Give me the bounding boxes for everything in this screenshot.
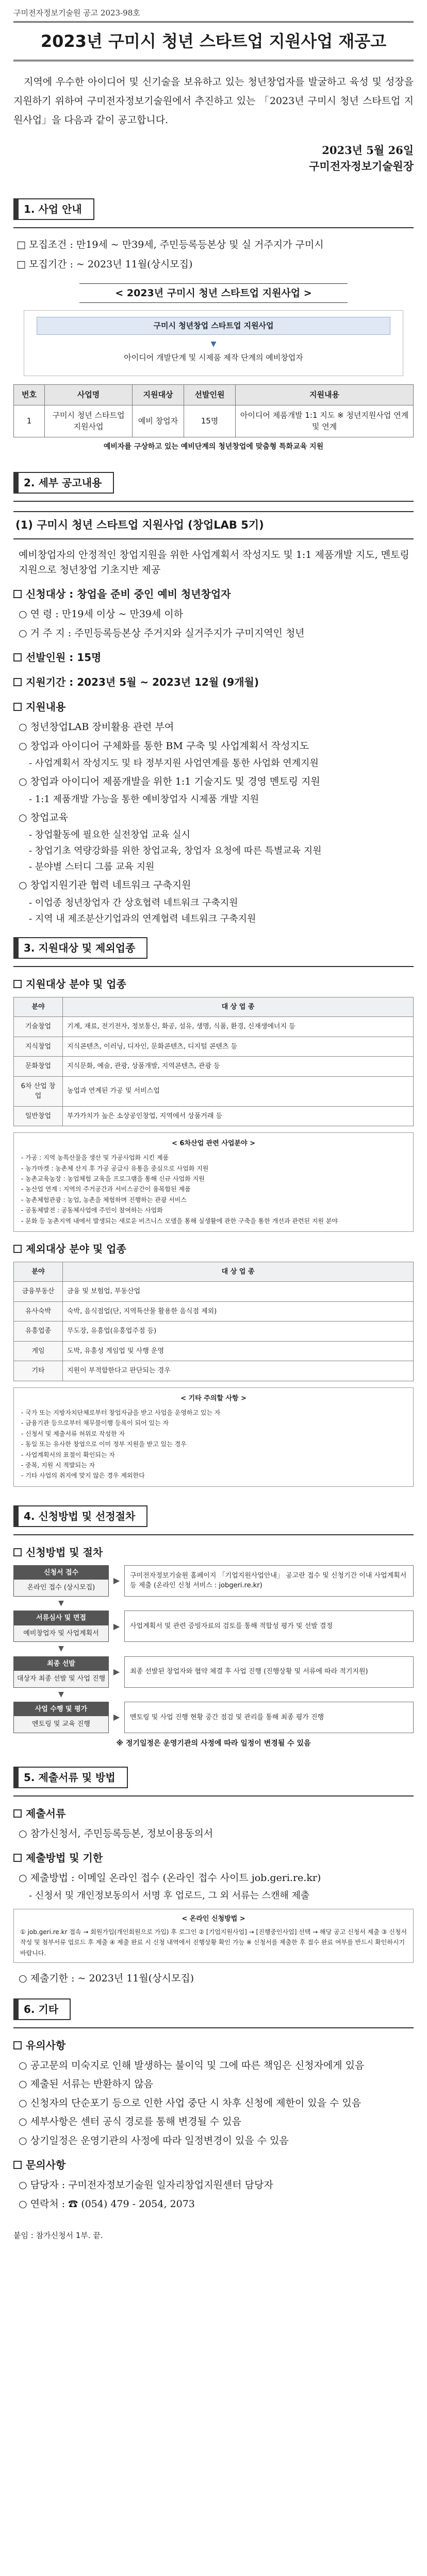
- table-cell: 지식문화, 예술, 관광, 상품개발, 지역콘텐츠, 관광 등: [63, 1057, 414, 1077]
- table-cell: 유흥업종: [14, 1321, 63, 1342]
- step-body: 온라인 접수 (상시모집): [27, 1584, 95, 1592]
- table-cell: 금융부동산: [14, 1282, 63, 1302]
- section-heading: 6. 기타: [13, 1998, 71, 2020]
- block-title: [13, 586, 414, 602]
- note-line: - 동일 또는 유사한 창업으로 이미 정부 지원을 받고 있는 경우: [21, 1440, 187, 1448]
- step-description: 최종 선발된 창업자와 협약 체결 후 사업 진행 (진행상황 및 서류에 따라 적기지원): [124, 1656, 414, 1688]
- note-line: - 신청서 및 제출서류 허위로 작성한 자: [21, 1430, 125, 1437]
- note-line: ○ 공고문의 미숙지로 인해 발생하는 불이익 및 그에 따른 책임은 신청자에게 있음: [19, 2059, 365, 2071]
- step-body: 멘토링 및 교육 진행: [32, 1720, 90, 1728]
- table-note: 예비자를 구상하고 있는 예비단계의 청년창업에 맞춤형 특화교육 지원: [103, 442, 324, 451]
- table-cell: 부가가치가 높은 소상공인창업, 지역에서 상품거래 등: [63, 1106, 414, 1126]
- square-icon: [13, 653, 22, 662]
- table-row: [14, 1076, 414, 1106]
- section-heading: 3. 지원대상 및 제외업종: [13, 937, 147, 959]
- table-header: 분야: [14, 997, 63, 1017]
- arrow-down-icon: ▼: [210, 340, 217, 348]
- square-icon: [13, 2041, 22, 2049]
- online-title: < 온라인 신청방법 >: [182, 1914, 245, 1923]
- detail-line: - 분야별 스터디 그룹 교육 지원: [29, 861, 155, 873]
- note-line: - 사업계획서의 표절이 확인되는 자: [21, 1451, 115, 1459]
- detail-line: ○ 창업지원기관 협력 네트워크 구축지원: [19, 879, 191, 891]
- block-title: 신청방법 및 절차: [13, 1545, 414, 1560]
- detail-line: - 이업종 청년창업자 간 상호협력 네트워크 구축지원: [29, 897, 238, 908]
- attachment-footer: 붙임 : 참가신청서 1부. 끝.: [13, 2231, 103, 2241]
- issuing-org: 구미전자정보기술원장: [309, 160, 414, 173]
- table-cell: 문화창업: [14, 1057, 63, 1077]
- step-box: [13, 1656, 109, 1688]
- step-box: [13, 1702, 109, 1733]
- flow-body: 아이디어 개발단계 및 시제품 제작 단계의 예비창업자: [124, 352, 303, 362]
- section-1: [13, 189, 414, 228]
- detail-blocks: [13, 586, 414, 926]
- flow-head: 구미시 청년창업 스타트업 지원사업: [37, 317, 390, 335]
- table-cell: 게임: [14, 1341, 63, 1361]
- caution-note: [13, 1387, 414, 1487]
- online-apply-box: [13, 1909, 414, 1963]
- arrow-down-icon: ▼: [58, 1690, 64, 1699]
- table-header: 분야: [14, 1262, 63, 1282]
- block-title: [13, 674, 414, 690]
- table-cell: 무도장, 유흥업(유흥업주점 등): [63, 1321, 414, 1342]
- step-description: 사업계획서 및 관련 증빙자료의 검토를 통해 적합성 평가 및 선발 결정: [124, 1611, 414, 1642]
- table-row: [14, 1321, 414, 1342]
- block-title: [13, 699, 414, 715]
- square-icon: [13, 1854, 22, 1862]
- note-line: - 농산업 연계 : 지역의 주거공간과 서비스공간이 융복합된 제품: [21, 1185, 191, 1193]
- table-cell: 1: [14, 405, 45, 437]
- table-cell: 농업과 연계된 가공 및 서비스업: [63, 1076, 414, 1106]
- procedure-step: [13, 1702, 414, 1733]
- table-row: [14, 1106, 414, 1126]
- note-line: - 공동체발전 : 공동체사업에 주민이 참여하는 사업화: [21, 1207, 163, 1214]
- table-cell: 기타: [14, 1361, 63, 1381]
- step-box: [13, 1565, 109, 1597]
- note-line: - 국가 또는 지방자치단체로부터 창업자금을 받고 사업을 운영하고 있는 자: [21, 1409, 221, 1417]
- detail-line: ○ 거 주 지 : 주민등록등본상 주거지와 실거주지가 구미지역인 청년: [19, 627, 305, 639]
- block-title: 유의사항: [13, 2038, 414, 2053]
- target-industry-table: [13, 997, 414, 1127]
- note-line: ○ 연락처 : ☎ (054) 479 - 2054, 2073: [19, 2198, 195, 2210]
- sixth-industry-note: [13, 1132, 414, 1232]
- arrow-right-icon: ▶: [113, 1667, 120, 1677]
- block-title: 제출방법 및 기한: [13, 1850, 414, 1866]
- note-line: - 농가마켓 : 농촌체 산지 후 가공 공급사 유통을 중심으로 사업화 지원: [21, 1164, 209, 1172]
- arrow-right-icon: ▶: [113, 1621, 120, 1631]
- note-line: - 중복, 지원 시 적발되는 자: [21, 1462, 95, 1469]
- detail-line: ○ 창업과 아이디어 제품개발을 위한 1:1 기술지도 및 경영 멘토링 지원: [19, 776, 320, 788]
- step-description: 구미전자정보기술원 홈페이지 「기업지원사업안내」 공고란 접수 및 신청기간 이내 사업계획서 등 제출 (온라인 신청 서비스 : jobgeri.re.kr): [124, 1565, 414, 1597]
- block-title-text: 선발인원 : 15명: [26, 651, 102, 664]
- notice-number: 구미전자정보기술원 공고 2023-98호: [13, 8, 140, 18]
- program-subheading: (1) 구미시 청년 스타트업 지원사업 (창업LAB 5기): [13, 511, 414, 540]
- section-heading: 1. 사업 안내: [13, 198, 94, 220]
- section-heading: 4. 신청방법 및 선정절차: [13, 1505, 147, 1527]
- table-cell: 금융 및 보험업, 부동산업: [63, 1282, 414, 1302]
- section-5: [13, 1757, 414, 1797]
- table-cell: 15명: [184, 405, 236, 437]
- square-icon: [13, 590, 22, 598]
- program-intro: 예비창업자의 안정적인 창업지원을 위한 사업계획서 작성지도 및 1:1 제품개발 지도, 멘토링 지원으로 청년창업 기초지반 제공: [19, 549, 409, 575]
- table-header: 번호: [14, 385, 45, 405]
- square-icon: [13, 1245, 22, 1253]
- step-body: 대상자 최종 선발 및 사업 진행: [17, 1675, 106, 1683]
- arrow-right-icon: ▶: [113, 1712, 120, 1722]
- method-line: ○ 제출방법 : 이메일 온라인 접수 (온라인 접수 사이트 job.geri.re.kr): [19, 1872, 321, 1884]
- table-header: 지원내용: [236, 385, 414, 405]
- note-line: - 농촌교육농장 : 농업체험 교육을 프로그램을 통해 신규 사업화 지원: [21, 1175, 205, 1183]
- step-description: 멘토링 및 사업 진행 현황 중간 점검 및 관리를 통해 최종 평가 진행: [124, 1702, 414, 1733]
- table-header: 사업명: [45, 385, 133, 405]
- procedure-step: [13, 1656, 414, 1688]
- square-icon: [13, 2161, 22, 2169]
- excluded-industry-table: [13, 1262, 414, 1381]
- table-cell: 기술창업: [14, 1017, 63, 1037]
- detail-line: - 1:1 제품개발 가능을 통한 예비창업자 시제품 개발 지원: [29, 793, 259, 805]
- page-title: 2023년 구미시 청년 스타트업 지원사업 재공고: [13, 21, 414, 61]
- table-cell: 도박, 유흥성 게임업 및 사행 운영: [63, 1341, 414, 1361]
- table-cell: 지식콘텐츠, 이러닝, 디자인, 문화콘텐츠, 디지털 콘텐츠 등: [63, 1037, 414, 1057]
- section-2: [13, 463, 414, 502]
- note-line: ○ 상기일정은 운영기관의 사정에 따라 일정변경이 있을 수 있음: [19, 2134, 289, 2146]
- note-line: - 농촌체험관광 : 농업, 농촌을 체험하며 진행하는 관광 서비스: [21, 1196, 187, 1204]
- block-title-text: 지원내용: [26, 701, 66, 714]
- table-cell: 지식창업: [14, 1037, 63, 1057]
- block-title-text: 지원기간 : 2023년 5월 ~ 2023년 12월 (9개월): [26, 676, 259, 689]
- table-row: [14, 1017, 414, 1037]
- table-header: 선발인원: [184, 385, 236, 405]
- table-cell: 일반창업: [14, 1106, 63, 1126]
- note-line: - 기타 사업의 취지에 맞지 않은 경우 제외한다: [21, 1472, 145, 1480]
- note-line: - 금융기관 등으로부터 채무불이행 등록이 되어 있는 자: [21, 1419, 169, 1427]
- step-box: [13, 1611, 109, 1642]
- table-row: [14, 1282, 414, 1302]
- documents-line: ○ 참가신청서, 주민등록등본, 정보이용동의서: [19, 1827, 213, 1839]
- table-row: [14, 1057, 414, 1077]
- note-line: ○ 담당자 : 구미전자정보기술원 일자리창업지원센터 담당자: [19, 2179, 273, 2191]
- note-line: - 문화 등 농촌지역 내에서 발생되는 새로운 비즈니스 모델을 통해 실생활에 관한 구축을 통한 개선과 관련된 지원 분야: [21, 1217, 338, 1225]
- step-title: 신청서 접수: [14, 1566, 108, 1580]
- table-cell: 아이디어 제품개발 1:1 지도 ※ 청년지원사업 연계 및 연계: [236, 405, 414, 437]
- section-3: [13, 928, 414, 967]
- note-title: < 6차산업 관련 사업분야 >: [172, 1140, 255, 1148]
- table-row: [14, 1037, 414, 1057]
- step-title: 최종 선발: [14, 1657, 108, 1671]
- block-title: [13, 650, 414, 665]
- square-icon: [13, 980, 22, 988]
- table-header: 대 상 업 종: [63, 997, 414, 1017]
- table-row: [14, 1341, 414, 1361]
- note-line: - 가공 : 지역 농특산물을 생산 및 가공사업화 시킨 제품: [21, 1154, 169, 1162]
- block-title-text: 신청대상 : 창업을 준비 중인 예비 청년창업자: [26, 588, 231, 601]
- block-title: 문의사항: [13, 2157, 414, 2173]
- overview-title: < 2023년 구미시 청년 스타트업 지원사업 >: [79, 283, 348, 303]
- detail-line: ○ 창업과 아이디어 구체화를 통한 BM 구축 및 사업계획서 작성지도: [19, 740, 309, 752]
- step-title: 사업 수행 및 평가: [14, 1702, 108, 1717]
- detail-line: - 사업계획서 작성지도 및 타 정부지원 사업연계를 통한 사업화 연계지원: [29, 758, 319, 769]
- step-body: 예비창업자 및 사업계획서: [23, 1629, 99, 1637]
- online-text: ① job.geri.re.kr 접속 → 회원가입(개인회원으로 가입) 후 로그인 ② [기업지원사업] → [진행중인사업] 선택 → 해당 공고 신청서 제출 ③ 신청서 작성 및 첨부서류 업로드 후 제출 ④ 제출 완료 시 신청 내역에서 진행상황 확인 가능 ※ 신청서를 제출한 후 접수 완료 여부를 반드시 확인하시기 바랍니다.: [20, 1928, 407, 1957]
- detail-line: ○ 청년창업LAB 장비활용 관련 부여: [19, 721, 174, 733]
- table-header: 대 상 업 종: [63, 1262, 414, 1282]
- table-header: 지원대상: [133, 385, 184, 405]
- arrow-right-icon: ▶: [113, 1575, 120, 1586]
- program-flow: [24, 310, 403, 376]
- note-line: ○ 세부사항은 센터 공식 경로를 통해 변경될 수 있음: [19, 2116, 241, 2128]
- square-icon: [13, 1548, 22, 1556]
- intro-paragraph: 지역에 우수한 아이디어 및 신기술을 보유하고 있는 청년창업자를 발굴하고 육성 및 성장을 지원하기 위하여 구미전자정보기술원에서 추진하고 있는 「2023년 구미시 청년 스타트업 지원사업」을 다음과 같이 공고합니다.: [13, 76, 414, 126]
- section-4: [13, 1496, 414, 1535]
- arrow-down-icon: ▼: [58, 1599, 64, 1607]
- block-title: 지원대상 분야 및 업종: [13, 976, 414, 992]
- table-cell: 6차 산업 창업: [14, 1076, 63, 1106]
- procedure-step: [13, 1565, 414, 1597]
- section-heading: 5. 제출서류 및 방법: [13, 1767, 128, 1788]
- detail-line: - 창업기초 역량강화를 위한 창업교육, 창업자 요청에 따른 특별교육 지원: [29, 845, 322, 857]
- block-title: 제출서류: [13, 1806, 414, 1821]
- note-line: ○ 신청자의 단순포기 등으로 인한 사업 중단 시 차후 신청에 제한이 있을 수 있음: [19, 2097, 362, 2109]
- recruit-period: □ 모집기간 : ~ 2023년 11월(상시모집): [17, 259, 193, 270]
- note-line: ○ 제출된 서류는 반환하지 않음: [19, 2078, 153, 2090]
- square-icon: [13, 678, 22, 686]
- table-row: [14, 1301, 414, 1321]
- schedule-note: ※ 정기일정은 운영기관의 사정에 따라 일정이 변경될 수 있음: [116, 1739, 311, 1748]
- detail-line: ○ 연 령 : 만19세 이상 ~ 만39세 이하: [19, 608, 184, 620]
- program-table: [13, 384, 414, 437]
- procedure-steps: [13, 1565, 414, 1733]
- section-heading: 2. 세부 공고내용: [13, 472, 114, 494]
- table-row: [14, 1361, 414, 1381]
- table-cell: 기계, 재료, 전기전자, 정보통신, 화공, 섬유, 생명, 식품, 환경, 신재생에너지 등: [63, 1017, 414, 1037]
- square-icon: [13, 703, 22, 711]
- section-6: [13, 1989, 414, 2028]
- note-title: < 기타 주의할 사항 >: [180, 1394, 247, 1402]
- table-cell: 숙박, 음식점업(단, 지역특산물 활용한 음식점 제외): [63, 1301, 414, 1321]
- notice-date: 2023년 5월 26일: [322, 143, 414, 157]
- arrow-down-icon: ▼: [58, 1645, 64, 1653]
- block-title: 제외대상 분야 및 업종: [13, 1241, 414, 1257]
- deadline-line: ○ 제출기한 : ~ 2023년 11월(상시모집): [19, 1973, 194, 1985]
- method-line: - 신청서 및 개인정보동의서 서명 후 업로드, 그 외 서류는 스캔해 제출: [29, 1890, 310, 1901]
- recruit-condition: □ 모집조건 : 만19세 ~ 만39세, 주민등록등본상 및 실 거주지가 구미시: [17, 239, 324, 250]
- detail-line: - 창업활동에 필요한 실전창업 교육 실시: [29, 829, 190, 841]
- table-cell: 유사숙박: [14, 1301, 63, 1321]
- detail-line: - 지역 내 제조분산기업과의 연계협력 네트워크 구축지원: [29, 913, 256, 924]
- table-cell: 구미시 청년 스타트업 지원사업: [45, 405, 133, 437]
- step-title: 서류심사 및 면접: [14, 1611, 108, 1625]
- square-icon: [13, 1809, 22, 1818]
- detail-line: ○ 창업교육: [19, 811, 69, 823]
- table-cell: 지원이 부적합한다고 판단되는 경우: [63, 1361, 414, 1381]
- table-row: [14, 405, 414, 437]
- table-cell: 예비 창업자: [133, 405, 184, 437]
- procedure-step: [13, 1611, 414, 1642]
